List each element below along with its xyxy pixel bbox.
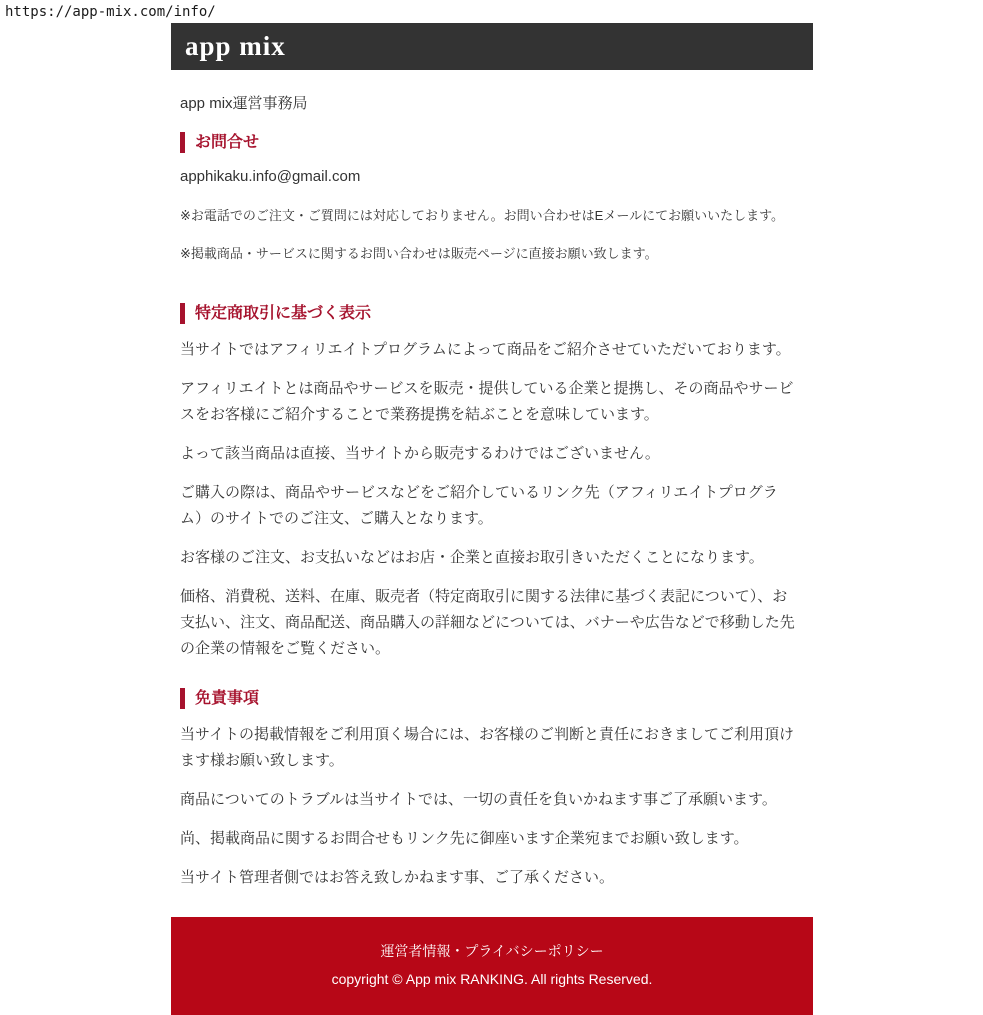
paragraph: 当サイト管理者側ではお答え致しかねます事、ご了承ください。: [180, 869, 614, 886]
contact-heading: お問合せ: [180, 132, 804, 153]
paragraph: お客様のご注文、お支払いなどはお店・企業と直接お取引きいただくことになります。: [180, 549, 764, 566]
footer-privacy-link[interactable]: 運営者情報・プライバシーポリシー: [380, 943, 604, 959]
tokusho-heading: 特定商取引に基づく表示: [180, 303, 804, 324]
paragraph: 商品についてのトラブルは当サイトでは、一切の責任を負いかねます事ご了承願います。: [180, 791, 777, 808]
intro-text: app mix運営事務局: [180, 95, 308, 112]
main-content: [171, 94, 804, 891]
page-container: [171, 23, 813, 1015]
paragraph: よって該当商品は直接、当サイトから販売するわけではございません。: [180, 445, 660, 462]
section-tokusho: [180, 303, 804, 662]
disclaimer-heading: 免責事項: [180, 688, 804, 709]
section-disclaimer: [180, 688, 804, 891]
footer-copyright: copyright © App mix RANKING. All rights Reserved.: [331, 971, 653, 987]
paragraph: 当サイトではアフィリエイトプログラムによって商品をご紹介させていただいております。: [180, 341, 791, 358]
contact-note: ※お電話でのご注文・ご質問には対応しておりません。お問い合わせはEメールにてお願いいたします。: [180, 208, 785, 223]
paragraph: アフィリエイトとは商品やサービスを販売・提供している企業と提携し、その商品やサービスをお客様にご紹介することで業務提携を結ぶことを意味しています。: [180, 380, 794, 423]
contact-note: ※掲載商品・サービスに関するお問い合わせは販売ページに直接お願い致します。: [180, 246, 658, 261]
paragraph: 当サイトの掲載情報をご利用頂く場合には、お客様のご判断と責任におきましてご利用頂けます様お願い致します。: [180, 726, 794, 769]
url-text: https://app-mix.com/info/: [5, 4, 216, 20]
contact-email: apphikaku.info@gmail.com: [180, 168, 361, 185]
paragraph: 価格、消費税、送料、在庫、販売者（特定商取引に関する法律に基づく表記について）、お支払い、注文、商品配送、商品購入の詳細などについては、バナーや広告などで移動した先の企業の情報をご覧ください。: [180, 588, 795, 657]
site-title: app mix: [185, 31, 286, 61]
site-header: [171, 23, 813, 70]
paragraph: 尚、掲載商品に関するお問合せもリンク先に御座います企業宛までお願い致します。: [180, 830, 749, 847]
paragraph: ご購入の際は、商品やサービスなどをご紹介しているリンク先（アフィリエイトプログラム）のサイトでのご注文、ご購入となります。: [180, 484, 778, 527]
site-footer: [171, 917, 813, 1015]
section-contact: [180, 132, 804, 263]
